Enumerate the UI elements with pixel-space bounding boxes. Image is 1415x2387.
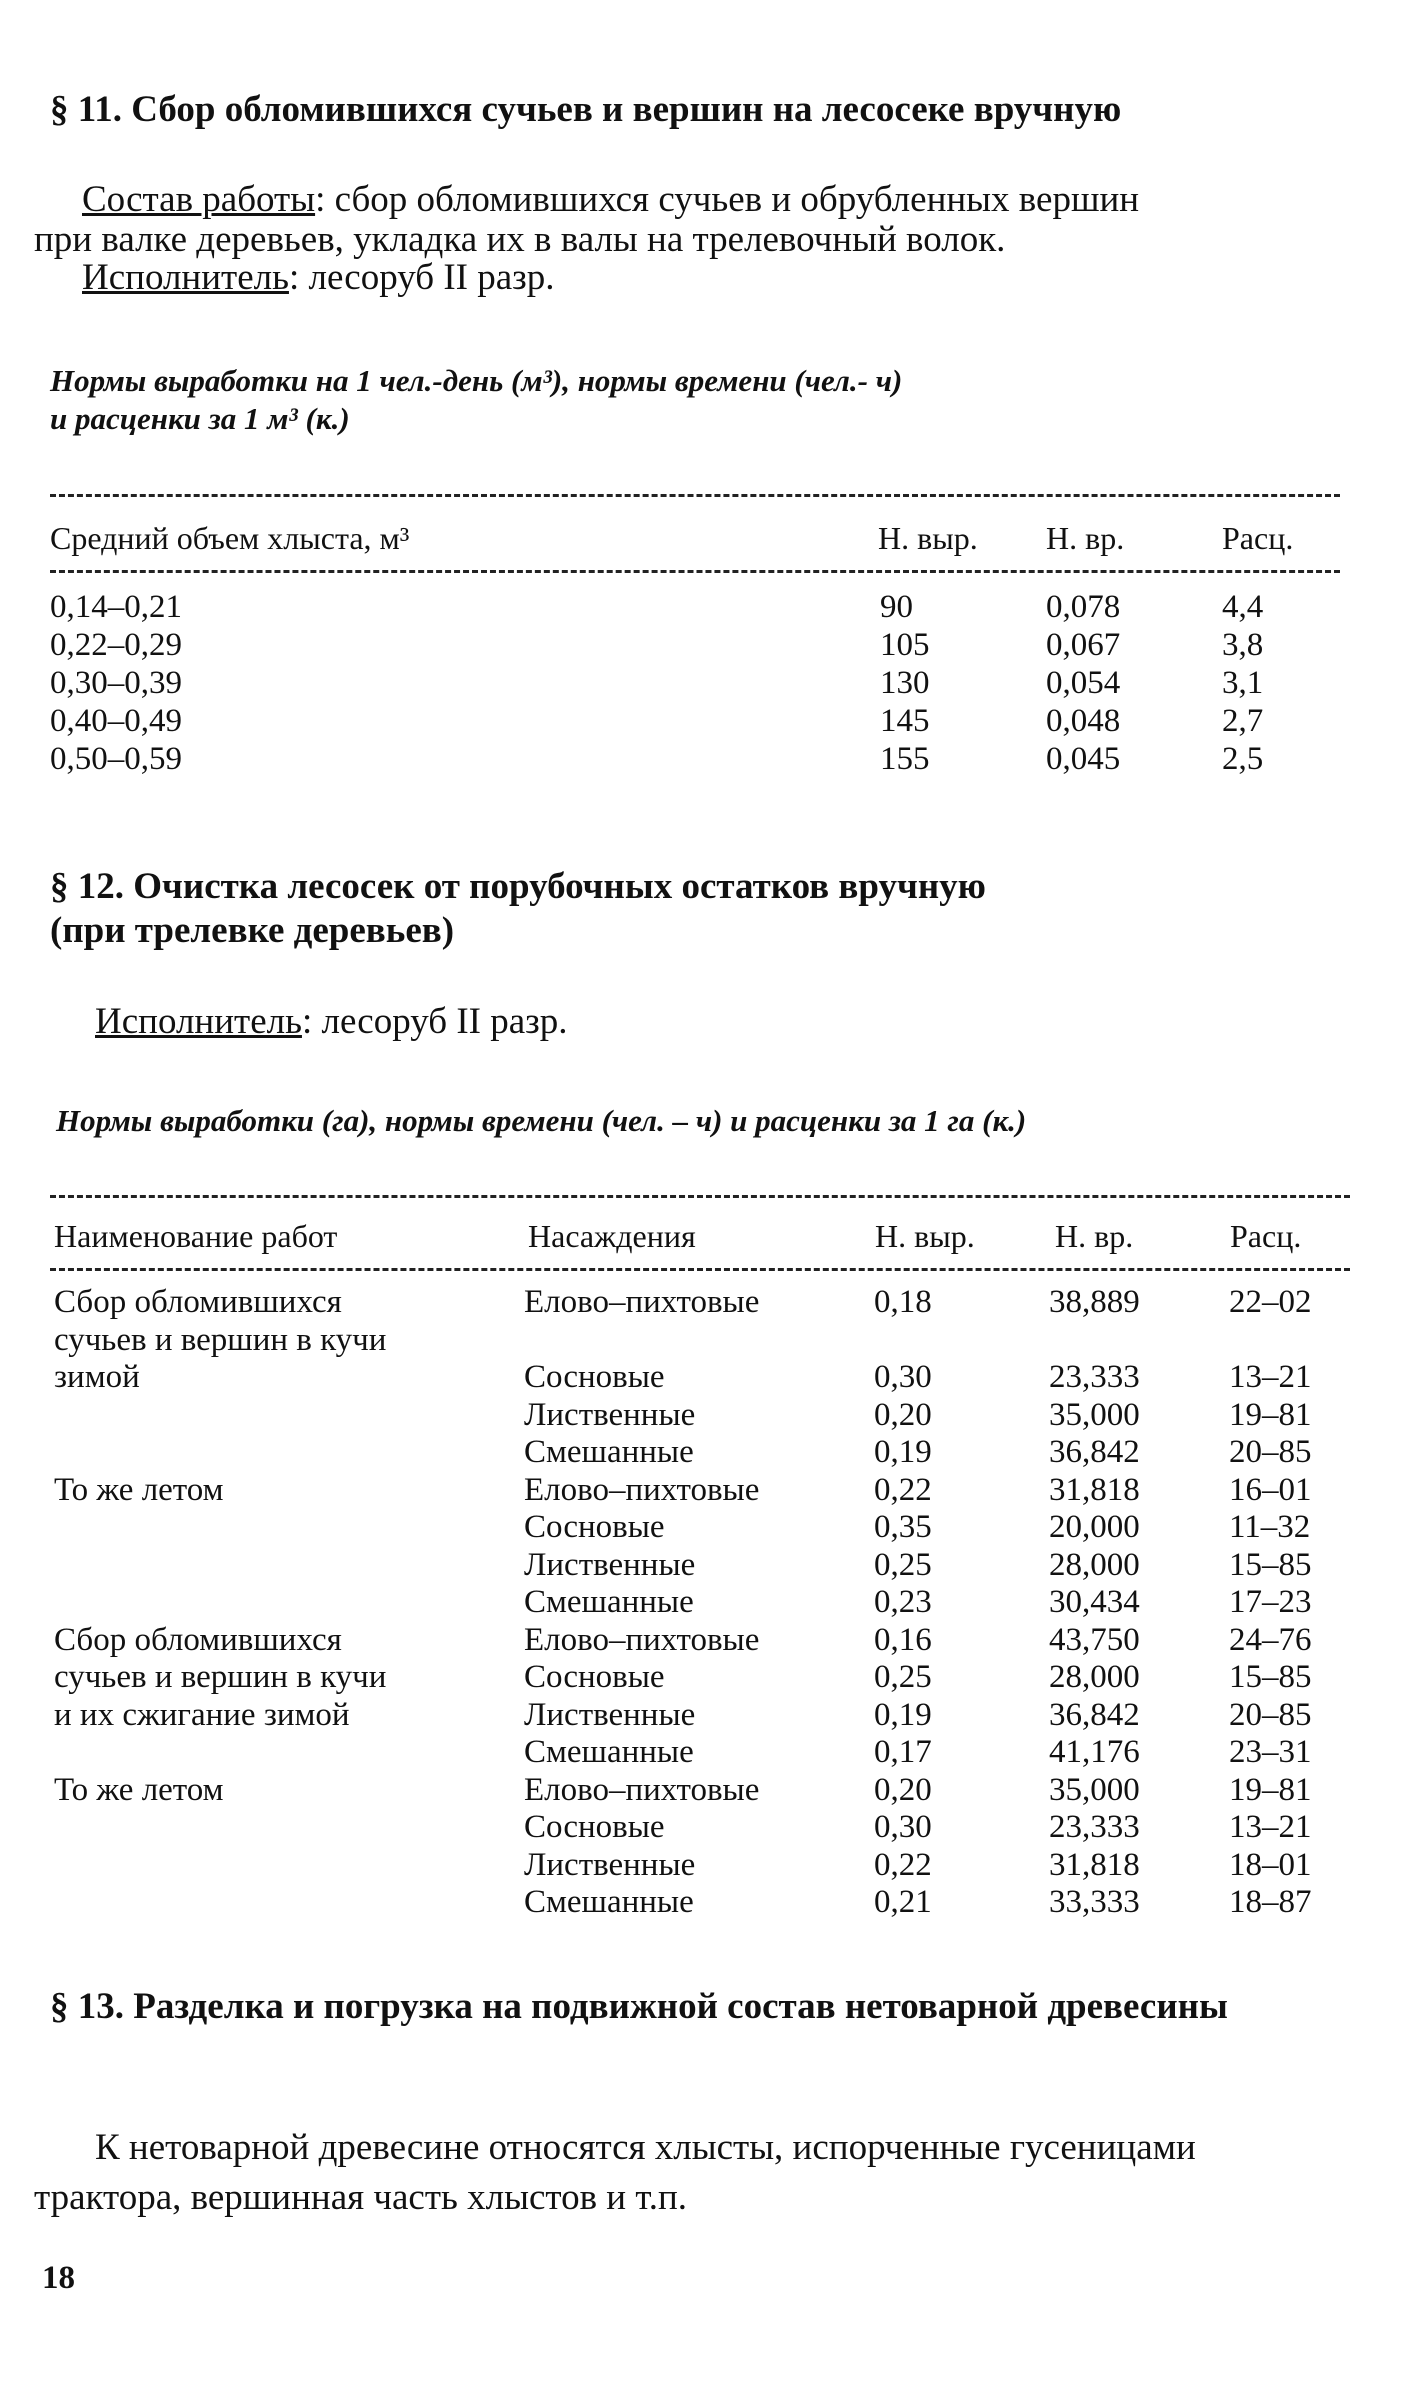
t12-cell-output: 0,17: [874, 1734, 932, 1770]
table-12-header-stand: Насаждения: [528, 1218, 696, 1254]
t12-cell-work: [54, 1584, 524, 1622]
table-row: [54, 1734, 1344, 1772]
t12-cell-work: Сбор обломившихся: [54, 1621, 342, 1658]
t12-cell-stand: Смешанные: [524, 1734, 694, 1770]
work-composition-line: [82, 178, 1139, 221]
t12-cell-stand: Сосновые: [524, 1809, 665, 1845]
t12-cell-work: [54, 1847, 524, 1885]
executor-label-12: Исполнитель: [95, 1001, 302, 1042]
t12-cell-rate: 22–02: [1229, 1284, 1312, 1320]
t11-cell-output: 90: [880, 589, 913, 625]
t12-cell-stand: Елово–пихтовые: [524, 1771, 760, 1808]
table-11: [50, 588, 1332, 778]
t12-cell-output: 0,25: [874, 1546, 932, 1583]
t12-cell-rate: 20–85: [1229, 1696, 1312, 1733]
t11-cell-output: 145: [880, 703, 930, 739]
t12-cell-output: [874, 1322, 1049, 1360]
t11-cell-rate: 3,8: [1222, 627, 1264, 663]
t12-cell-time: 23,333: [1049, 1809, 1140, 1845]
t12-cell-output: 0,21: [874, 1884, 932, 1920]
t12-cell-rate: 19–81: [1229, 1396, 1312, 1433]
table-row: [54, 1884, 1344, 1922]
t12-cell-time: 31,818: [1049, 1471, 1140, 1508]
table-11-header-volume: Средний объем хлыста, м³: [50, 520, 410, 556]
work-composition-label: Состав работы: [82, 179, 316, 220]
table-row: [50, 740, 1332, 778]
t12-cell-time: 38,889: [1049, 1284, 1140, 1320]
t12-cell-output: 0,20: [874, 1396, 932, 1433]
table-12-header-time: Н. вр.: [1055, 1218, 1134, 1254]
table-row: [54, 1359, 1344, 1397]
table-row: [54, 1434, 1344, 1472]
table-12-header-output: Н. выр.: [875, 1218, 975, 1254]
executor-text-12: : лесоруб II разр.: [301, 1001, 568, 1042]
table-row: [54, 1847, 1344, 1885]
t12-cell-output: 0,23: [874, 1584, 932, 1620]
caption-11-line-1: Нормы выработки на 1 чел.-день (м³), нормы времени (чел.- ч): [50, 363, 903, 398]
caption-12: Нормы выработки (га), нормы времени (чел. – ч) и расценки за 1 га (к.): [56, 1103, 1027, 1138]
t12-cell-output: 0,18: [874, 1284, 932, 1320]
t12-cell-time: 20,000: [1049, 1509, 1140, 1545]
t12-cell-time: [1049, 1322, 1229, 1360]
t12-cell-work: [54, 1884, 524, 1922]
t11-cell-output: 130: [880, 665, 930, 701]
table-row: [50, 626, 1332, 664]
t12-cell-stand: Лиственные: [524, 1846, 696, 1883]
section-12-title-2: (при трелевке деревьев): [50, 910, 455, 951]
t12-cell-time: 36,842: [1049, 1434, 1140, 1470]
t12-cell-time: 33,333: [1049, 1884, 1140, 1920]
t12-cell-stand: Елово–пихтовые: [524, 1284, 760, 1320]
section-13-text-2: трактора, вершинная часть хлыстов и т.п.: [34, 2177, 688, 2218]
t12-cell-rate: 17–23: [1229, 1584, 1312, 1620]
t11-cell-time: 0,048: [1046, 703, 1121, 739]
t12-cell-time: 23,333: [1049, 1359, 1140, 1395]
t11-cell-volume: 0,40–0,49: [50, 703, 182, 739]
table-row: [54, 1472, 1344, 1510]
t11-cell-rate: 3,1: [1222, 665, 1264, 701]
table-row: [54, 1622, 1344, 1660]
t12-cell-output: 0,25: [874, 1659, 932, 1695]
t12-cell-work: [54, 1734, 524, 1772]
table-row: [54, 1509, 1344, 1547]
t12-cell-stand: Елово–пихтовые: [524, 1471, 760, 1508]
executor-label-11: Исполнитель: [82, 257, 289, 298]
t11-cell-time: 0,078: [1046, 589, 1121, 625]
table-row: [54, 1584, 1344, 1622]
table-row: [54, 1397, 1344, 1435]
t12-cell-rate: 11–32: [1229, 1509, 1311, 1545]
table-12-header-rate: Расц.: [1230, 1218, 1302, 1254]
table-12: [54, 1284, 1344, 1922]
t11-cell-volume: 0,14–0,21: [50, 589, 182, 625]
t12-cell-work: [54, 1509, 524, 1547]
t12-cell-rate: 18–87: [1229, 1884, 1312, 1920]
table-11-top-rule: [50, 494, 1340, 497]
t12-cell-work: [54, 1809, 524, 1847]
t12-cell-rate: 15–85: [1229, 1659, 1312, 1695]
t11-cell-rate: 2,5: [1222, 741, 1264, 777]
t12-cell-output: 0,35: [874, 1509, 932, 1545]
table-11-header-output: Н. выр.: [878, 520, 978, 556]
table-12-top-rule: [50, 1195, 1350, 1198]
t11-cell-output: 155: [880, 741, 930, 777]
t12-cell-stand: Смешанные: [524, 1434, 694, 1470]
t12-cell-rate: 13–21: [1229, 1359, 1312, 1395]
t11-cell-rate: 4,4: [1222, 589, 1264, 625]
t12-cell-work: То же летом: [54, 1471, 224, 1508]
executor-text-11: : лесоруб II разр.: [288, 257, 555, 298]
table-11-header-rule: [50, 570, 1340, 573]
t12-cell-time: 35,000: [1049, 1771, 1140, 1808]
t12-cell-stand: Смешанные: [524, 1584, 694, 1620]
t12-cell-rate: 15–85: [1229, 1546, 1312, 1583]
t12-cell-rate: 23–31: [1229, 1734, 1312, 1770]
table-12-header-rule: [50, 1268, 1350, 1271]
t11-cell-volume: 0,30–0,39: [50, 665, 182, 701]
table-row: [54, 1697, 1344, 1735]
t12-cell-work: То же летом: [54, 1771, 224, 1808]
table-row: [50, 664, 1332, 702]
section-13-title: § 13. Разделка и погрузка на подвижной состав нетоварной древесины: [50, 1986, 1228, 2027]
t12-cell-time: 36,842: [1049, 1696, 1140, 1733]
t12-cell-rate: 13–21: [1229, 1809, 1312, 1845]
t12-cell-stand: Лиственные: [524, 1396, 696, 1433]
t11-cell-volume: 0,50–0,59: [50, 741, 182, 777]
table-row: [50, 588, 1332, 626]
table-row: [54, 1547, 1344, 1585]
t12-cell-time: 31,818: [1049, 1846, 1140, 1883]
t12-cell-time: 35,000: [1049, 1396, 1140, 1433]
table-12-header-work: Наименование работ: [54, 1218, 338, 1254]
t12-cell-stand: Сосновые: [524, 1509, 665, 1545]
t12-cell-output: 0,19: [874, 1696, 932, 1733]
section-12-title-1: § 12. Очистка лесосек от порубочных остатков вручную: [50, 866, 986, 907]
t12-cell-stand: Лиственные: [524, 1546, 696, 1583]
t12-cell-stand: Сосновые: [524, 1659, 665, 1695]
t12-cell-work: [54, 1547, 524, 1585]
t12-cell-work: сучьев и вершин в кучи: [54, 1321, 387, 1358]
t12-cell-time: 28,000: [1049, 1659, 1140, 1695]
executor-line-12: [95, 1000, 568, 1043]
t12-cell-stand: Елово–пихтовые: [524, 1621, 760, 1658]
t12-cell-work: сучьев и вершин в кучи: [54, 1659, 387, 1695]
section-13-text-1: К нетоварной древесине относятся хлысты, испорченные гусеницами: [95, 2127, 1196, 2168]
caption-11-line-2: и расценки за 1 м³ (к.): [50, 401, 350, 436]
t12-cell-time: 43,750: [1049, 1621, 1140, 1658]
t11-cell-time: 0,045: [1046, 741, 1121, 777]
t12-cell-rate: 19–81: [1229, 1771, 1312, 1808]
work-composition-text-2: при валке деревьев, укладка их в валы на трелевочный волок.: [34, 219, 1006, 260]
table-row: [50, 702, 1332, 740]
t12-cell-rate: 16–01: [1229, 1471, 1312, 1508]
t12-cell-output: 0,22: [874, 1846, 932, 1883]
work-composition-text: : сбор обломившихся сучьев и обрубленных вершин: [315, 179, 1140, 220]
executor-line-11: [82, 256, 555, 299]
table-row: [54, 1772, 1344, 1810]
table-row: [54, 1809, 1344, 1847]
table-row: [54, 1322, 1344, 1360]
t12-cell-time: 30,434: [1049, 1584, 1140, 1620]
t12-cell-work: [54, 1434, 524, 1472]
t12-cell-time: 28,000: [1049, 1546, 1140, 1583]
table-11-header-time: Н. вр.: [1046, 520, 1125, 556]
t12-cell-output: 0,30: [874, 1359, 932, 1395]
table-11-header-rate: Расц.: [1222, 520, 1294, 556]
t12-cell-output: 0,22: [874, 1471, 932, 1508]
t11-cell-volume: 0,22–0,29: [50, 627, 182, 663]
t12-cell-output: 0,20: [874, 1771, 932, 1808]
page-number: 18: [42, 2260, 75, 2296]
t12-cell-stand: Смешанные: [524, 1884, 694, 1920]
t11-cell-time: 0,067: [1046, 627, 1121, 663]
t12-cell-work: и их сжигание зимой: [54, 1696, 350, 1733]
t12-cell-stand: Сосновые: [524, 1359, 665, 1395]
t12-cell-work: зимой: [54, 1359, 140, 1395]
table-row: [54, 1659, 1344, 1697]
t12-cell-time: 41,176: [1049, 1734, 1140, 1770]
t11-cell-rate: 2,7: [1222, 703, 1264, 739]
t12-cell-rate: [1229, 1322, 1344, 1360]
t11-cell-output: 105: [880, 627, 930, 663]
t12-cell-rate: 20–85: [1229, 1434, 1312, 1470]
t12-cell-rate: 24–76: [1229, 1621, 1312, 1658]
t12-cell-rate: 18–01: [1229, 1846, 1312, 1883]
t12-cell-output: 0,16: [874, 1621, 932, 1658]
t12-cell-stand: [524, 1322, 874, 1360]
t12-cell-work: [54, 1397, 524, 1435]
t12-cell-output: 0,19: [874, 1434, 932, 1470]
t12-cell-work: Сбор обломившихся: [54, 1284, 342, 1320]
section-11-title: § 11. Сбор обломившихся сучьев и вершин на лесосеке вручную: [50, 89, 1122, 130]
t12-cell-output: 0,30: [874, 1809, 932, 1845]
table-row: [54, 1284, 1344, 1322]
t11-cell-time: 0,054: [1046, 665, 1121, 701]
t12-cell-stand: Лиственные: [524, 1696, 696, 1733]
